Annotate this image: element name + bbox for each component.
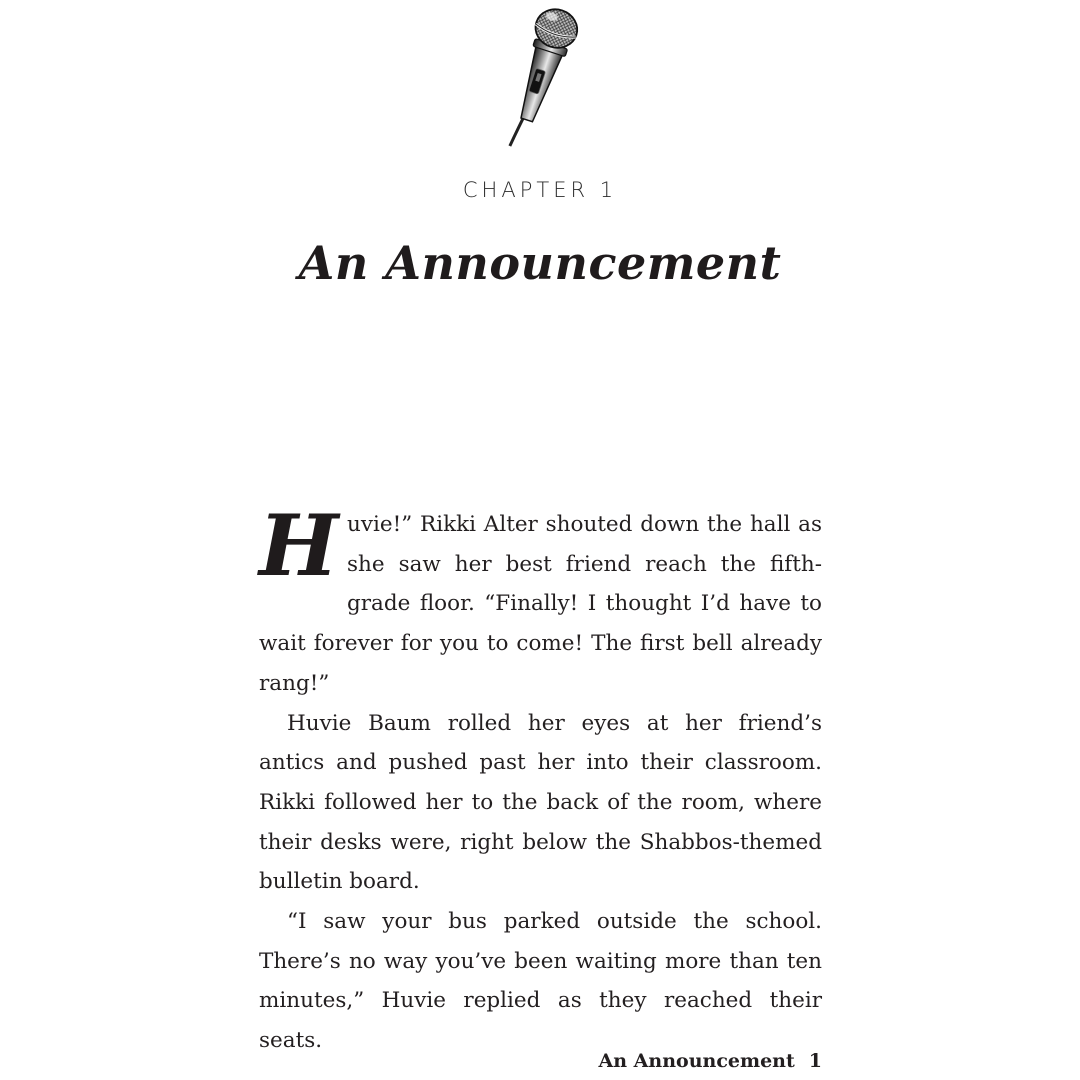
drop-cap: H bbox=[259, 496, 339, 595]
paragraph-1: uvie!” Rikki Alter shouted down the hall as she saw her best friend reach the fifth-grade floor. “Finally! I thought I’d have to wait forever for you to come! The first bell already rang!” bbox=[259, 512, 822, 696]
paragraph-3: “I saw your bus parked outside the school. There’s no way you’ve been waiting more than ten minutes,” Huvie replied as they reached their seats. bbox=[259, 909, 822, 1054]
chapter-label: CHAPTER 1 bbox=[462, 178, 618, 202]
running-footer bbox=[598, 1050, 822, 1072]
running-head: An Announcement bbox=[598, 1050, 795, 1072]
body-text bbox=[259, 496, 822, 1061]
chapter-title: An Announcement bbox=[298, 236, 782, 290]
microphone-icon bbox=[470, 4, 610, 154]
paragraph-2: Huvie Baum rolled her eyes at her friend’s antics and pushed past her into their classroom. Rikki followed her to the back of the room, where their desks were, right below the Shabbos-themed bulletin board. bbox=[259, 710, 822, 895]
page-number: 1 bbox=[808, 1050, 822, 1072]
